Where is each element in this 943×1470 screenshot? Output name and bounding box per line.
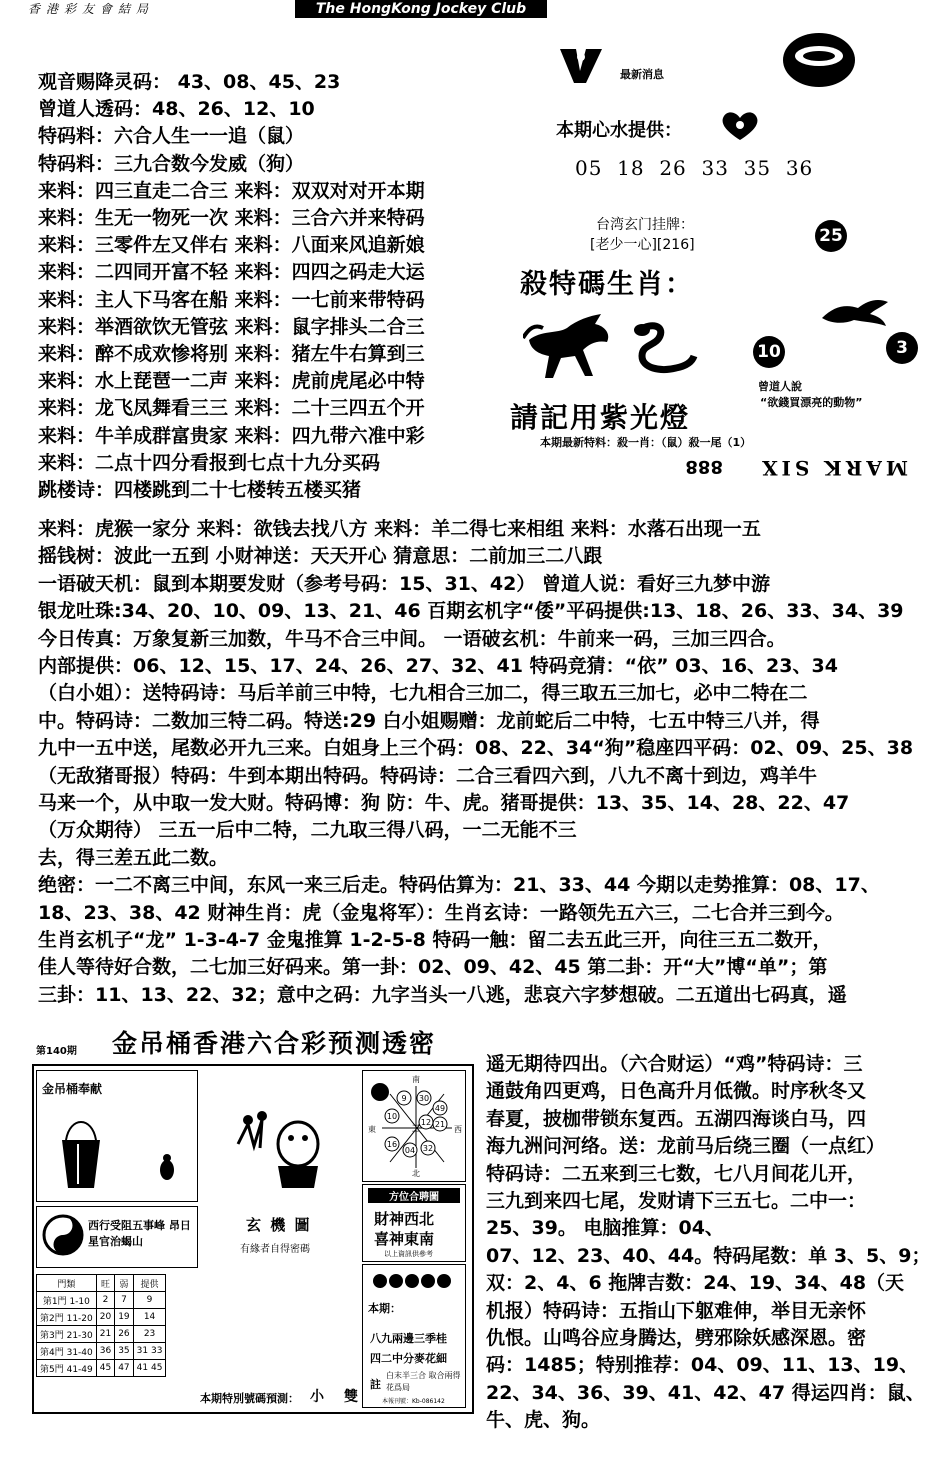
- caiwei-label: 方位合聘圖: [368, 1188, 460, 1203]
- kill-zodiac-title: 殺特碼生肖：: [520, 269, 694, 300]
- special-guess-label: 本期特別號碼預測：: [200, 1392, 299, 1405]
- compass-north: 北: [412, 1169, 420, 1178]
- taiwan-value: [老少一心][216]: [590, 237, 695, 253]
- text-line: 三九到来四七尾，发财请下三五七。二中一：: [486, 1190, 867, 1212]
- text-line: 中。特码诗：二数加三特二码。特送:29 白小姐赐赠：龙前蛇后二中特，七五中特三八并，得: [38, 709, 820, 732]
- snake-icon: [630, 320, 698, 378]
- caiwei-note: 以上資訊供參考: [384, 1250, 433, 1258]
- table-cell: 45: [96, 1360, 114, 1377]
- frequency-table: [36, 1274, 166, 1377]
- text-line: 18、23、38、42 财神生肖：虎（金鬼将军）：生肖玄诗：一路领先五六三，二七合并三到今。: [38, 901, 844, 924]
- table-cell: 第2門 11-20: [37, 1309, 97, 1326]
- number-25-badge: 25: [815, 220, 847, 252]
- xinshui-numbers: 05 18 26 33 35 36: [575, 156, 814, 180]
- jockey-club-banner: The HongKong Jockey Club: [295, 0, 547, 18]
- yin-yang-icon: [42, 1214, 84, 1256]
- compass-west: 西: [454, 1125, 462, 1134]
- text-line: 观音赐降灵码： 43、08、45、23: [38, 71, 341, 93]
- text-line: 仇恨。山鸣谷应身腾达，劈邪除妖感深恩。密: [486, 1327, 867, 1349]
- latest-special-line: 本期最新特料：殺一肖：（鼠）殺一尾（1）: [540, 436, 752, 449]
- table-cell: 31 33: [133, 1343, 166, 1360]
- horse-icon: [523, 310, 618, 382]
- zeng-says-label: 曾道人說: [758, 380, 802, 393]
- text-line: （万众期待） 三五一后中二特，二九取三得八码，一二无能不三: [38, 819, 577, 842]
- text-line: 07、12、23、40、44。特码尾数：单 3、5、9；: [486, 1244, 931, 1267]
- caiwei-2: 喜神東南: [374, 1230, 435, 1248]
- table-row: [37, 1343, 166, 1360]
- taiwan-label: 台湾玄门挂牌：: [596, 217, 694, 233]
- zeng-quote: “欲錢買漂亮的動物”: [760, 396, 863, 409]
- table-cell: 2: [96, 1292, 114, 1309]
- lotto-ball-logo-icon: [780, 30, 858, 90]
- text-line: 来料：二点十四分看报到七点十九分买码: [38, 451, 381, 474]
- text-line: 春夏，披枷带锁东复西。五湖四海谈白马，四: [486, 1107, 867, 1130]
- pot-doll-illustration: [228, 1104, 328, 1190]
- header-script-title: 香港彩友會結局: [28, 2, 155, 16]
- text-line: 摇钱树：波此一五到 小财神送：天天开心 猜意思：二前加三二八跟: [38, 545, 603, 568]
- table-cell: 第1門 1-10: [37, 1292, 97, 1309]
- note-label: 註: [370, 1378, 381, 1391]
- fortune-text: 西行受阻五事峰 昂日星官治蝎山: [88, 1219, 191, 1248]
- text-line: 佳人等待好合数，二七加三好码来。第一卦：02、09、42、45 第二卦：开“大”博“单”；第: [38, 956, 828, 979]
- text-line: 来料：二四同开富不轻 来料：四四之码走大运: [38, 261, 425, 284]
- news-logo-icon: [556, 45, 606, 87]
- compass-number: 30: [418, 1094, 430, 1103]
- table-cell: 47: [115, 1360, 133, 1377]
- table-cell: 19: [115, 1309, 133, 1326]
- text-line: 来料：举酒欲饮无管弦 来料：鼠字排头二合三: [38, 315, 425, 338]
- mark-six-text: MARK SIX: [758, 456, 908, 480]
- text-line: 来料：四三直走二合三 来料：双双对对开本期: [38, 179, 425, 202]
- table-cell: 第3門 21-30: [37, 1326, 97, 1343]
- table-cell: 7: [115, 1292, 133, 1309]
- xinshui-label: 本期心水提供：: [556, 120, 682, 141]
- table-cell: 36: [96, 1343, 114, 1360]
- compass-number: 04: [404, 1146, 416, 1155]
- text-line: 双：2、4、6 拖牌吉数：24、19、34、48（天: [486, 1272, 905, 1295]
- table-cell: 20: [96, 1309, 114, 1326]
- lotto-balls-icon: [372, 1268, 452, 1294]
- text-line: 特码料：六合人生一一追（鼠）: [38, 125, 305, 148]
- text-line: 来料：牛羊成群富贵家 来料：四九带六准中彩: [38, 424, 425, 447]
- text-line: 马来一个，从中取一发大财。特码博：狗 防：牛、虎。猪哥提供：13、35、14、28、22、47: [38, 792, 850, 814]
- heart-icon: [718, 110, 762, 142]
- text-line: 绝密：一二不离三中间，东风一来三后走。特码估算为：21、33、44 今期以走势推算：08、17、: [38, 874, 880, 897]
- table-cell: 9: [133, 1292, 166, 1309]
- compass-chart: [366, 1072, 462, 1178]
- frequency-table-wrap: [36, 1274, 196, 1377]
- mirror-decor: 888: [685, 456, 723, 477]
- text-line: 来料：水上琵琶一二声 来料：虎前虎尾必中特: [38, 370, 425, 393]
- text-line: 来料：龙飞凤舞看三三 来料：二十三四五个开: [38, 397, 425, 420]
- text-line: 曾道人透码：48、26、12、10: [38, 98, 315, 121]
- purple-lamp-note: 請記用紫光燈: [510, 401, 691, 434]
- xuanji-note: 有緣者自得密碼: [240, 1244, 310, 1255]
- text-line: 三卦：11、13、22、32；意中之码：九字当头一八逃，悲哀六字梦想破。二五道出七码真，遥: [38, 983, 847, 1006]
- bucket-icon: [58, 1110, 104, 1190]
- table-row: [37, 1292, 166, 1309]
- mirrored-mark-six-banner: [548, 454, 938, 480]
- text-line: 22、34、36、39、41、42、47 得运四肖：鼠、: [486, 1381, 925, 1404]
- table-cell: 41 45: [133, 1360, 166, 1377]
- text-line: 银龙吐珠:34、20、10、09、13、21、46 百期玄机字“倭”平码提供:13、18、26、33、34、39: [38, 600, 904, 623]
- text-line: 来料：三零件左又伴右 来料：八面来风追新娘: [38, 234, 425, 257]
- news-label: 最新消息: [620, 68, 664, 81]
- guess-small: 小: [310, 1389, 324, 1405]
- text-line: 去，得三差五此二数。: [38, 846, 229, 869]
- table-row: [37, 1309, 166, 1326]
- compass-number: 21: [434, 1120, 446, 1129]
- text-line: 来料：主人下马客在船 来料：一七前来带特码: [38, 288, 425, 311]
- compass-number: 9: [401, 1094, 407, 1103]
- text-line: （白小姐）：送特码诗：马后羊前三中特，七九相合三加二，得三取五三加七，必中二特在二: [38, 682, 808, 705]
- compass-center: 三: [412, 1124, 420, 1133]
- text-line: 跳楼诗：四楼跳到二十七楼转五楼买猪: [38, 479, 362, 501]
- poem-line-1: 八九兩邊三季桂: [370, 1332, 447, 1345]
- text-line: 来料：虎猴一家分 来料：欲钱去找八方 来料：羊二得七来相组 来料：水落石出现一五: [38, 518, 761, 540]
- table-header-cell: 門類: [37, 1275, 97, 1292]
- compass-number: 49: [434, 1104, 446, 1113]
- table-cell: 14: [133, 1309, 166, 1326]
- text-line: 一语破天机：鼠到本期要发财（参考号码：15、31、42） 曾道人说：看好三九梦中游: [38, 572, 770, 595]
- xuanji-label: 玄 機 圖: [246, 1216, 312, 1234]
- compass-number: 16: [386, 1140, 398, 1149]
- text-line: 牛、虎、狗。: [486, 1409, 601, 1432]
- text-line: 机报）特码诗：五指山下躯难伸，举目无亲怀: [486, 1299, 867, 1322]
- number-10-badge: 10: [753, 336, 785, 368]
- text-line: 九中一五中送，尾数必开九三来。白姐身上三个码：08、22、34“狗”稳座四平码：02、09、25、38: [38, 737, 914, 760]
- caiwei-1: 財神西北: [374, 1210, 435, 1228]
- table-cell: 26: [115, 1326, 133, 1343]
- table-row: [37, 1326, 166, 1343]
- table-header-cell: 弱: [115, 1275, 133, 1292]
- text-line: 遥无期待四出。（六合财运）“鸡”特码诗：三: [486, 1053, 863, 1075]
- text-line: 码：1485；特别推荐：04、09、11、13、19、: [486, 1354, 919, 1377]
- text-line: 今日传真：万象复新三加数，牛马不合三中间。 一语破玄机：牛前来一码，三加三四合。: [38, 627, 786, 650]
- footer-code: 本報刊號：Kb-086142: [382, 1398, 445, 1405]
- compass-number: 10: [386, 1112, 398, 1121]
- table-cell: 21: [96, 1326, 114, 1343]
- bottom-panel-title: 金吊桶香港六合彩预测透密: [112, 1029, 437, 1058]
- compass-number: 12: [420, 1118, 432, 1127]
- table-cell: 23: [133, 1326, 166, 1343]
- this-issue-label: 本期：: [368, 1302, 401, 1315]
- text-line: 海九洲问河络。送：龙前马后绕三圈（一点红）: [486, 1135, 886, 1158]
- text-line: 来料：生无一物死一次 来料：三合六并来特码: [38, 207, 425, 229]
- number-3-badge: 3: [886, 332, 918, 364]
- text-line: 来料：醉不成欢惨将别 来料：猪左牛右算到三: [38, 343, 425, 365]
- table-cell: 35: [115, 1343, 133, 1360]
- guess-double: 雙: [344, 1389, 358, 1405]
- gift-label: 金吊桶奉献: [42, 1082, 103, 1096]
- dragon-icon: [820, 296, 890, 330]
- compass-number: 32: [422, 1144, 434, 1153]
- text-line: （无敌猪哥报）特码：牛到本期出特码。特码诗：二合三看四六到，八九不离十到边，鸡羊牛: [38, 764, 818, 787]
- text-line: 特码料：三九合数今发威（狗）: [38, 152, 305, 175]
- text-line: 25、39。 电脑推算：04、: [486, 1217, 724, 1240]
- text-line: 特码诗：二五来到三七数，七八月间花儿开，: [486, 1162, 867, 1185]
- text-line: 通鼓角四更鸡，日色高升月低微。时序秋冬又: [486, 1080, 867, 1103]
- small-bird-icon: [158, 1152, 176, 1182]
- table-header-cell: 提供: [133, 1275, 166, 1292]
- table-cell: 第4門 31-40: [37, 1343, 97, 1360]
- table-row: [37, 1360, 166, 1377]
- poem-line-2: 四二中分麥花細: [370, 1352, 447, 1365]
- compass-south: 南: [412, 1075, 420, 1084]
- table-cell: 第5門 41-49: [37, 1360, 97, 1377]
- compass-east: 東: [368, 1125, 376, 1134]
- text-line: 内部提供：06、12、15、17、24、26、27、32、41 特码竞猜：“依” 03、16、23、34: [38, 655, 838, 677]
- note-text: 白末半三合 取合兩得花爲局: [386, 1371, 461, 1392]
- table-header-cell: 旺: [96, 1275, 114, 1292]
- text-line: 生肖玄机子“龙” 1-3-4-7 金鬼推算 1-2-5-8 特码一触：留二去五此三开，向往三五二数开，: [38, 929, 832, 951]
- issue-number: 第140期: [36, 1046, 77, 1057]
